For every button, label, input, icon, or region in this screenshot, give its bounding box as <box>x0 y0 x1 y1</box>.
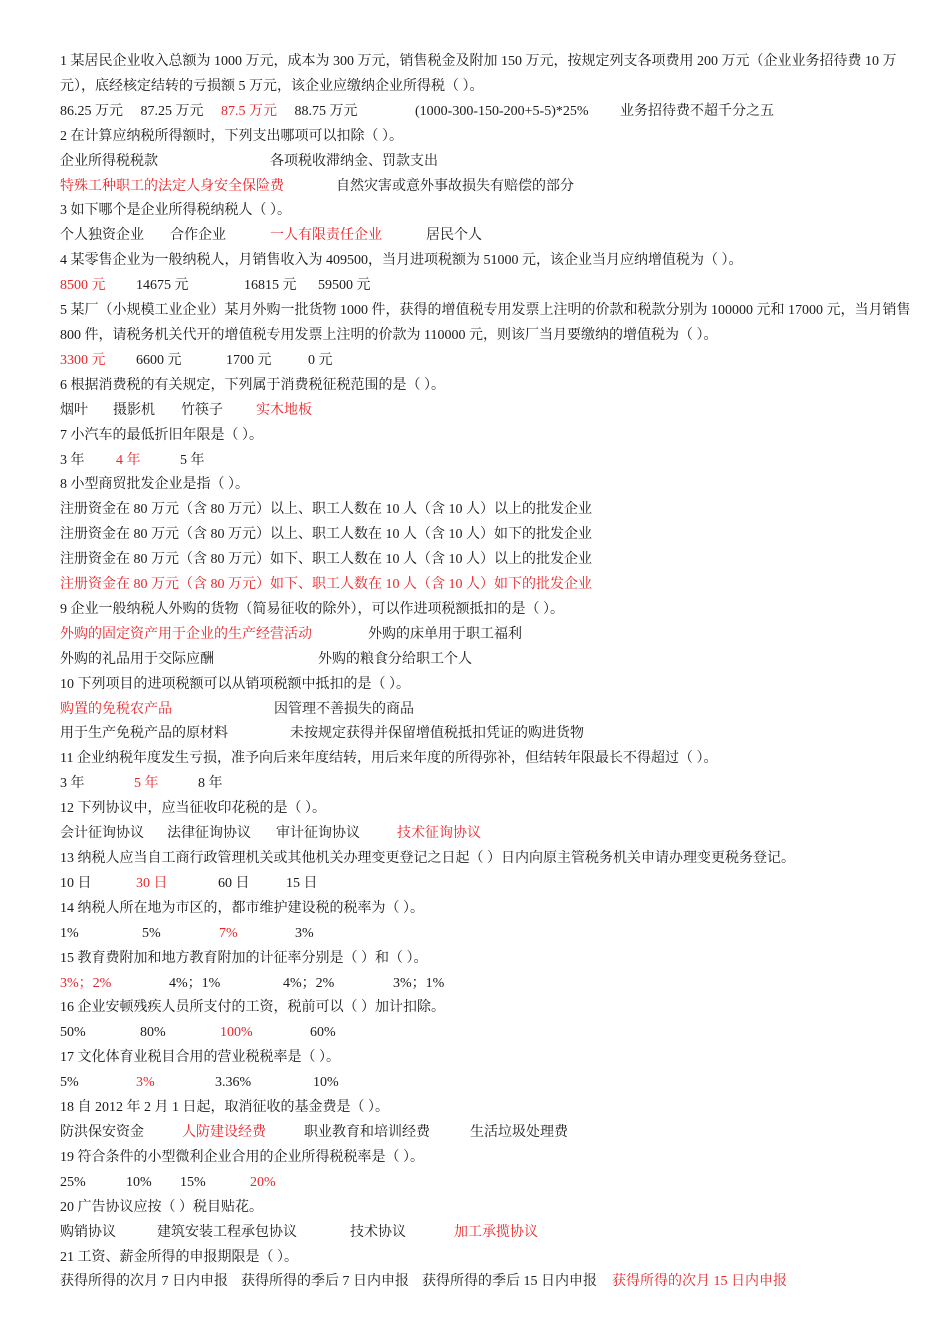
option: 15 日 <box>286 875 318 891</box>
correct-option: 获得所得的次月 15 日内申报 <box>612 1274 787 1290</box>
option: 3%；1% <box>393 975 445 991</box>
option: 个人独资企业 <box>60 228 144 244</box>
correct-option: 实木地板 <box>256 402 312 418</box>
question-16: 16 企业安顿残疾人员所支付的工资，税前可以（ ）加计扣除。 <box>60 1000 445 1016</box>
question-20: 20 广告协议应按（ ）税目贴花。 <box>60 1199 263 1215</box>
options-11 <box>60 772 915 797</box>
question-17: 17 文化体育业税目合用的营业税税率是（ ）。 <box>60 1050 340 1066</box>
option: 注册资金在 80 万元（含 80 万元）以上、职工人数在 10 人（含 10 人）如下的批发企业 <box>60 527 592 543</box>
options-9b <box>60 648 915 673</box>
options-12 <box>60 822 915 847</box>
question-10: 10 下列项目的进项税额可以从销项税额中抵扣的是（ ）。 <box>60 676 410 692</box>
options-1 <box>60 100 915 125</box>
correct-option: 3% <box>136 1075 155 1091</box>
question-19: 19 符合条件的小型微利企业合用的企业所得税税率是（ ）。 <box>60 1149 424 1165</box>
option: 5 年 <box>180 452 205 468</box>
options-15 <box>60 972 915 997</box>
correct-option: 20% <box>250 1174 276 1190</box>
option: 自然灾害或意外事故损失有赔偿的部分 <box>336 178 574 194</box>
option: 60% <box>310 1025 336 1041</box>
option: 15% <box>180 1174 206 1190</box>
correct-option: 8500 元 <box>60 278 106 294</box>
options-2a <box>60 150 915 175</box>
options-2b <box>60 175 915 200</box>
option: 因管理不善损失的商品 <box>274 701 414 717</box>
option: 烟叶 <box>60 402 88 418</box>
question-9: 9 企业一般纳税人外购的货物（简易征收的除外），可以作进项税额抵扣的是（ ）。 <box>60 601 564 617</box>
question-4: 4 某零售企业为一般纳税人，月销售收入为 409500，当月进项税额为 51000 元，该企业当月应纳增值税为（ ）。 <box>60 253 743 269</box>
options-3 <box>60 224 915 249</box>
option: 1700 元 <box>226 352 272 368</box>
options-20 <box>60 1221 915 1246</box>
question-7: 7 小汽车的最低折旧年限是（ ）。 <box>60 427 263 443</box>
option: 注册资金在 80 万元（含 80 万元）如下、职工人数在 10 人（含 10 人）以上的批发企业 <box>60 552 592 568</box>
options-21 <box>60 1270 915 1295</box>
correct-option: 100% <box>220 1025 253 1041</box>
correct-option: 技术征询协议 <box>397 826 481 842</box>
option: 50% <box>60 1025 86 1041</box>
options-10a <box>60 698 915 723</box>
options-18 <box>60 1121 915 1146</box>
options-14 <box>60 922 915 947</box>
option: 59500 元 <box>318 278 371 294</box>
option: 60 日 <box>218 875 250 891</box>
option: 法律征询协议 <box>167 826 251 842</box>
question-5: 5 某厂（小规模工业企业）某月外购一批货物 1000 件，获得的增值税专用发票上注明的价款和税款分别为 100000 元和 17000 元，当月销售 800 件，请税务机关代开的增值税专用发票上注明的价款为 110000 元，则该厂当月要缴纳的增值税为（ ）。 <box>60 303 911 343</box>
options-19 <box>60 1171 915 1196</box>
options-16 <box>60 1021 915 1046</box>
options-6 <box>60 399 915 424</box>
question-13: 13 纳税人应当自工商行政管理机关或其他机关办理变更登记之日起（ ）日内向原主管税务机关申请办理变更税务登记。 <box>60 851 795 866</box>
option: 0 元 <box>308 352 333 368</box>
correct-option: 加工承揽协议 <box>454 1224 538 1240</box>
option: 3% <box>295 925 314 941</box>
option: 4%；2% <box>283 975 335 991</box>
correct-option: 3300 元 <box>60 352 106 368</box>
question-18: 18 自 2012 年 2 月 1 日起，取消征收的基金费是（ ）。 <box>60 1100 389 1116</box>
question-2: 2 在计算应纳税所得额时，下列支出哪项可以扣除（ ）。 <box>60 128 403 144</box>
correct-option: 特殊工种职工的法定人身安全保险费 <box>60 178 284 194</box>
option: 摄影机 <box>113 402 155 418</box>
question-15: 15 教育费附加和地方教育附加的计征率分别是（ ）和（ ）。 <box>60 950 428 966</box>
option: 获得所得的次月 7 日内申报 <box>60 1274 228 1290</box>
option: 职业教育和培训经费 <box>304 1124 430 1140</box>
option: 4%；1% <box>169 975 221 991</box>
option: 建筑安装工程承包协议 <box>157 1224 297 1240</box>
option: 外购的床单用于职工福利 <box>368 626 522 642</box>
correct-option: 人防建设经费 <box>182 1124 266 1140</box>
option: 25% <box>60 1174 86 1190</box>
question-6: 6 根据消费税的有关规定，下列属于消费税征税范围的是（ ）。 <box>60 377 445 393</box>
question-1: 1 某居民企业收入总额为 1000 万元，成本为 300 万元，销售税金及附加 150 万元，按规定列支各项费用 200 万元（企业业务招待费 10 万元），底经核定结转的亏损额 5 万元，该企业应缴纳企业所得税（ ）。 <box>60 54 897 94</box>
exam-document <box>60 50 915 1295</box>
option: 5% <box>60 1075 79 1091</box>
formula-note: (1000-300-150-200+5-5)*25% <box>415 103 589 119</box>
option: 88.75 万元 <box>294 103 358 119</box>
option: 14675 元 <box>136 278 189 294</box>
option: 外购的礼品用于交际应酬 <box>60 651 214 667</box>
question-8: 8 小型商贸批发企业是指（ ）。 <box>60 477 249 493</box>
option: 审计征询协议 <box>276 826 360 842</box>
correct-option: 30 日 <box>136 875 168 891</box>
correct-option: 7% <box>219 925 238 941</box>
option: 10% <box>126 1174 152 1190</box>
option: 1% <box>60 925 79 941</box>
option: 80% <box>140 1025 166 1041</box>
question-3: 3 如下哪个是企业所得税纳税人（ ）。 <box>60 203 291 219</box>
options-9a <box>60 623 915 648</box>
options-10b <box>60 722 915 747</box>
option: 注册资金在 80 万元（含 80 万元）以上、职工人数在 10 人（含 10 人）以上的批发企业 <box>60 502 592 518</box>
option: 8 年 <box>198 776 223 792</box>
option: 用于生产免税产品的原材料 <box>60 726 228 742</box>
options-4 <box>60 274 915 299</box>
option: 3 年 <box>60 776 85 792</box>
option: 10% <box>313 1075 339 1091</box>
correct-option: 4 年 <box>116 452 141 468</box>
option: 10 日 <box>60 875 92 891</box>
option: 3 年 <box>60 452 85 468</box>
question-14: 14 纳税人所在地为市区的，都市维护建设税的税率为（ ）。 <box>60 900 424 916</box>
options-17 <box>60 1071 915 1096</box>
option: 防洪保安资金 <box>60 1124 144 1140</box>
option: 各项税收滞纳金、罚款支出 <box>270 153 438 169</box>
option: 技术协议 <box>350 1224 406 1240</box>
option: 获得所得的季后 7 日内申报 <box>241 1274 409 1290</box>
question-21: 21 工资、薪金所得的申报期限是（ ）。 <box>60 1249 298 1265</box>
option: 竹筷子 <box>181 402 223 418</box>
correct-option: 3%；2% <box>60 975 112 991</box>
option: 86.25 万元 <box>60 103 123 119</box>
correct-option: 购置的免税农产品 <box>60 701 172 717</box>
option: 未按规定获得并保留增值税抵扣凭证的购进货物 <box>290 726 584 742</box>
option: 居民个人 <box>426 228 482 244</box>
option: 企业所得税税款 <box>60 153 158 169</box>
option: 3.36% <box>215 1075 252 1091</box>
note: 业务招待费不超千分之五 <box>620 103 775 119</box>
options-7 <box>60 449 915 474</box>
option: 生活垃圾处理费 <box>470 1124 568 1140</box>
option: 87.25 万元 <box>140 103 204 119</box>
correct-option: 一人有限责任企业 <box>270 228 382 244</box>
question-11: 11 企业纳税年度发生亏损，准予向后来年度结转，用后来年度的所得弥补，但结转年限最长不得超过（ ）。 <box>60 751 718 767</box>
correct-option: 87.5 万元 <box>221 103 277 119</box>
option: 6600 元 <box>136 352 182 368</box>
options-5 <box>60 349 915 374</box>
correct-option: 5 年 <box>134 776 159 792</box>
options-13 <box>60 872 915 897</box>
option: 购销协议 <box>60 1224 116 1240</box>
option: 16815 元 <box>244 278 297 294</box>
correct-option: 外购的固定资产用于企业的生产经营活动 <box>60 626 312 642</box>
option: 5% <box>142 925 161 941</box>
option: 外购的粮食分给职工个人 <box>318 651 472 667</box>
option: 会计征询协议 <box>60 826 144 842</box>
option: 合作企业 <box>170 228 226 244</box>
option: 获得所得的季后 15 日内申报 <box>422 1274 597 1290</box>
question-12: 12 下列协议中，应当征收印花税的是（ ）。 <box>60 801 326 817</box>
correct-option: 注册资金在 80 万元（含 80 万元）如下、职工人数在 10 人（含 10 人）如下的批发企业 <box>60 577 592 593</box>
